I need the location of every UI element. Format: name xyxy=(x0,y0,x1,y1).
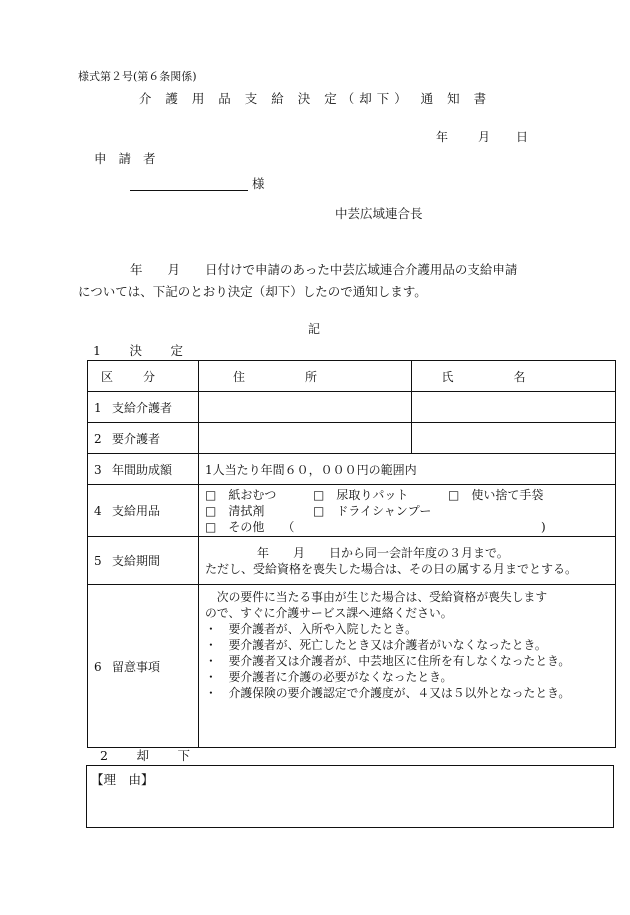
header-category: 区分 xyxy=(88,361,199,392)
note-line: ・ 介護保険の要介護認定で介護度が、４又は５以外となったとき。 xyxy=(205,686,571,700)
table-row xyxy=(88,537,616,585)
item-gloves-checkbox[interactable]: □ 使い捨て手袋 xyxy=(448,487,544,502)
notes xyxy=(199,585,616,748)
note-line: ・ 要介護者又は介護者が、中芸地区に住所を有しなくなったとき。 xyxy=(205,654,571,668)
issue-date xyxy=(436,130,528,144)
row-label: 1 支給介護者 xyxy=(88,392,199,423)
reason-label: 【理 由】 xyxy=(91,772,154,787)
row-label: 4 支給用品 xyxy=(88,485,199,537)
honorific-sama: 様 xyxy=(252,176,265,191)
row-label: 5 支給期間 xyxy=(88,537,199,585)
section-1-heading: 1 決 定 xyxy=(93,343,191,358)
note-line: ・ 要介護者が、入所や入院したとき。 xyxy=(205,622,417,636)
note-line: ので、すぐに介護サービス課へ連絡ください。 xyxy=(205,606,453,620)
table-row xyxy=(88,392,616,423)
note-line: 次の要件に当たる事由が生じた場合は、受給資格が喪失します xyxy=(205,590,548,604)
row-label: 3 年間助成額 xyxy=(88,454,199,485)
care-recipient-address-cell xyxy=(199,423,412,454)
supply-period: 年 月 日から同一会計年度の３月まで。 ただし、受給資格を喪失した場合は、その日の属する月までとする。 xyxy=(199,537,616,585)
item-urine-pad-checkbox[interactable]: □ 尿取りパット xyxy=(313,487,409,502)
decision-table xyxy=(87,360,616,748)
date-day-label: 日 xyxy=(516,130,529,144)
header-address: 住所 xyxy=(199,361,412,392)
item-dry-shampoo-checkbox[interactable]: □ ドライシャンプー xyxy=(313,503,432,518)
applicant-label: 申請者 xyxy=(94,151,168,166)
supply-items xyxy=(199,485,616,537)
body-line-2: については、下記のとおり決定（却下）したので通知します。 xyxy=(78,284,427,299)
row-label: 2 要介護者 xyxy=(88,423,199,454)
applicant-name-line xyxy=(130,176,248,191)
note-line: ・ 要介護者に介護の必要がなくなったとき。 xyxy=(205,670,453,684)
note-line: ・ 要介護者が、死亡したとき又は介護者がいなくなったとき。 xyxy=(205,638,547,652)
annual-subsidy-value: 1人当たり年間６０，０００円の範囲内 xyxy=(199,454,616,485)
issuer-name: 中芸広域連合長 xyxy=(335,206,423,221)
table-row xyxy=(88,585,616,748)
page-title: 介 護 用 品 支 給 決 定（却下） 通 知 書 xyxy=(138,91,492,106)
caregiver-address-cell xyxy=(199,392,412,423)
table-row xyxy=(88,423,616,454)
form-number: 様式第２号(第６条関係) xyxy=(78,70,197,83)
item-wipes-checkbox[interactable]: □ 清拭剤 xyxy=(205,503,265,518)
section-2-heading: 2 却 下 xyxy=(100,748,198,763)
date-year-label: 年 xyxy=(436,130,449,144)
ki-heading: 記 xyxy=(308,322,321,336)
date-month-label: 月 xyxy=(478,130,491,144)
row-label: 6 留意事項 xyxy=(88,585,199,748)
table-row xyxy=(88,454,616,485)
body-line-1: 年 月 日付けで申請のあった中芸広域連合介護用品の支給申請 xyxy=(130,262,518,277)
care-recipient-name-cell xyxy=(412,423,616,454)
reason-box xyxy=(86,765,614,828)
item-other-checkbox[interactable]: □ その他 （ xyxy=(205,519,295,534)
header-name: 氏名 xyxy=(412,361,616,392)
caregiver-name-cell xyxy=(412,392,616,423)
item-other-close-paren: ) xyxy=(541,519,546,534)
item-diapers-checkbox[interactable]: □ 紙おむつ xyxy=(205,487,277,502)
table-row xyxy=(88,485,616,537)
